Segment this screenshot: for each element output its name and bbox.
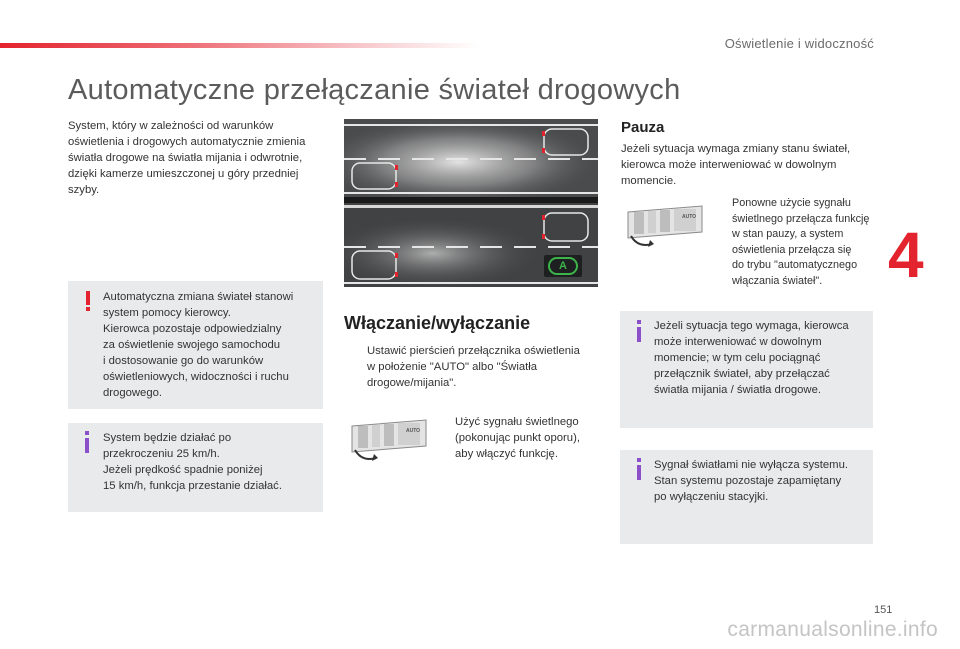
lever-auto-label: AUTO [682, 214, 697, 220]
info-line: po wyłączeniu stacyjki. [654, 491, 769, 503]
pause-step-line: włączania świateł". [732, 274, 823, 287]
info-line: może interweniować w dowolnym [654, 336, 822, 348]
pause-step-line: Ponowne użycie sygnału [732, 197, 851, 209]
warning-line: Kierowca pozostaje odpowiedzialny [103, 323, 282, 335]
warning-line: Automatyczna zmiana świateł stanowi [103, 291, 294, 303]
page-title: Automatyczne przełączanie świateł drogowych [68, 74, 681, 106]
step1-line: Ustawić pierścień przełącznika oświetlenia [367, 345, 580, 357]
header-accent-bar [0, 43, 480, 48]
chapter-number: 4 [888, 219, 924, 291]
info-line: przełącznik świateł, aby przełączać [654, 368, 830, 380]
pause-step-line: do trybu "automatycznego [732, 259, 858, 271]
exclamation-warning-icon [85, 291, 91, 311]
info-line: Jeżeli sytuacja tego wymaga, kierowca [654, 320, 849, 332]
on-off-step1 [367, 343, 602, 391]
info-pause-text [654, 318, 869, 398]
info-icon [84, 431, 90, 453]
warning-line: za oświetlenie swojego samochodu [103, 339, 281, 351]
step1-line: drogowe/mijania". [367, 377, 457, 389]
on-off-step2 [455, 414, 600, 462]
pause-step-line: oświetlenia przełącza się [732, 243, 852, 256]
pause-step-line: świetlnego przełącza funkcję [732, 212, 870, 225]
warning-line: i dostosowanie go do warunków [103, 355, 264, 367]
on-off-heading: Włączanie/wyłączanie [344, 313, 531, 333]
info-line: 15 km/h, funkcja przestanie działać. [103, 480, 282, 492]
warning-text [103, 289, 318, 401]
pause-step [732, 196, 877, 289]
warning-line: system pomocy kierowcy. [103, 307, 231, 319]
info-line: momencie; w tym celu pociągnąć [654, 352, 821, 364]
info-icon [636, 320, 642, 342]
info-signal-text [654, 457, 869, 505]
step1-line: w położenie "AUTO" albo "Światła [367, 361, 538, 373]
step2-line: aby włączyć funkcję. [455, 448, 558, 460]
auto-high-beam-icon [548, 257, 578, 275]
info-line: Jeżeli prędkość spadnie poniżej [103, 464, 263, 476]
info-line: Stan systemu pozostaje zapamiętany [654, 475, 842, 487]
intro-paragraph: System, który w zależności od warunków oświetlenia i drogowych automatycznie zmienia światła drogowe na światła mijania i odwrotnie, dzięki kamerze umieszczonej u góry przedniej szyby. [68, 120, 306, 196]
info-icon [636, 458, 642, 480]
light-switch-lever-icon [626, 202, 706, 250]
step2-line: Użyć sygnału świetlnego [455, 416, 579, 428]
info-line: przekroczeniu 25 km/h. [103, 448, 220, 460]
road-illustration [344, 119, 598, 287]
info-line: światła mijania / światła drogowe. [654, 384, 822, 396]
page-number: 151 [874, 604, 893, 616]
warning-line: drogowego. [103, 387, 163, 399]
info-speed-text [103, 430, 318, 494]
lever-auto-label: AUTO [406, 428, 421, 434]
auto-badge-letter: A [559, 260, 567, 272]
pause-heading: Pauza [621, 119, 665, 136]
watermark: carmanualsonline.info [727, 618, 938, 641]
section-title: Oświetlenie i widoczność [724, 36, 874, 51]
pause-step-line: w stan pauzy, a system [732, 228, 844, 240]
info-line: System będzie działać po [103, 432, 232, 444]
info-line: Sygnał światłami nie wyłącza systemu. [654, 459, 848, 471]
step2-line: (pokonując punkt oporu), [455, 432, 580, 444]
pause-text: Jeżeli sytuacja wymaga zmiany stanu świateł, kierowca może interweniować w dowolnym momencie. [621, 143, 851, 187]
warning-line: oświetleniowych, widoczności i ruchu [103, 371, 289, 383]
light-switch-lever-icon [350, 416, 430, 464]
